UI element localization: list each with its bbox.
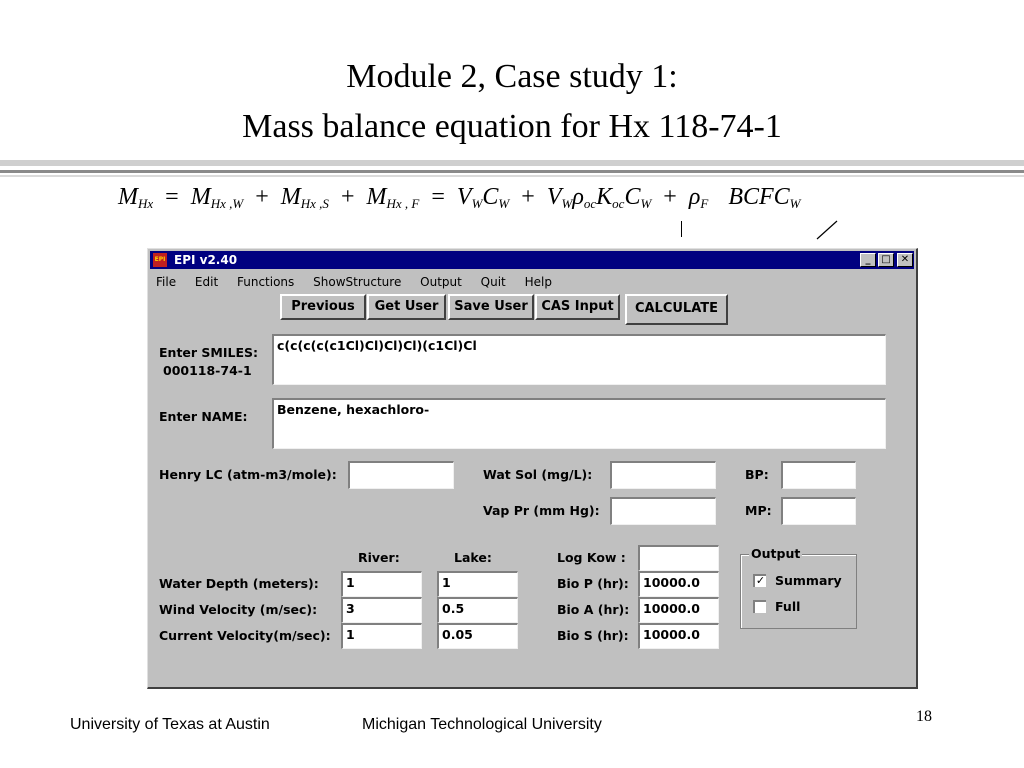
log-kow-input[interactable] (638, 545, 719, 571)
lake-water-depth-input[interactable]: 1 (437, 571, 518, 597)
bio-a-input[interactable]: 10000.0 (638, 597, 719, 623)
name-label: Enter NAME: (159, 409, 248, 424)
full-checkbox[interactable] (753, 600, 766, 613)
menu-quit[interactable]: Quit (480, 275, 506, 289)
window-title: EPI v2.40 (174, 253, 238, 267)
slide-title-line2: Mass balance equation for Hx 118-74-1 (242, 108, 782, 145)
footer-university-texas: University of Texas at Austin (70, 716, 270, 733)
output-group (740, 546, 857, 629)
vap-pr-input[interactable] (610, 497, 716, 525)
menu-showstructure[interactable]: ShowStructure (313, 275, 402, 289)
equation-slash-mark (815, 220, 839, 240)
cas-number: 000118-74-1 (163, 363, 252, 378)
bp-label: BP: (745, 467, 769, 482)
window-titlebar[interactable] (150, 251, 914, 269)
lake-current-velocity-input[interactable]: 0.05 (437, 623, 518, 649)
bio-p-label: Bio P (hr): (557, 576, 629, 591)
mass-balance-equation: $M_{Hx} = M_{Hx ,W} + M_{Hx ,S} + M_{Hx , F} = V_WC_W + V_W\rho_{oc}K_{oc}C_W + \rho_F$ $BCFC_W$ (118, 184, 801, 211)
save-user-button[interactable]: Save User (448, 294, 534, 320)
log-kow-label: Log Kow : (557, 550, 626, 565)
river-current-velocity-input[interactable]: 1 (341, 623, 422, 649)
menu-functions[interactable]: Functions (237, 275, 295, 289)
river-water-depth-input[interactable]: 1 (341, 571, 422, 597)
close-button[interactable]: ✕ (897, 253, 913, 267)
divider-top (0, 160, 1024, 166)
get-user-button[interactable]: Get User (367, 294, 446, 320)
slide-title (0, 52, 1024, 152)
epi-window (147, 248, 918, 689)
menu-help[interactable]: Help (524, 275, 552, 289)
wind-velocity-label: Wind Velocity (m/sec): (159, 602, 318, 617)
water-depth-label: Water Depth (meters): (159, 576, 319, 591)
full-label: Full (775, 599, 801, 614)
cas-input-button[interactable]: CAS Input (535, 294, 620, 320)
bio-a-label: Bio A (hr): (557, 602, 630, 617)
summary-checkbox[interactable]: ✓ (753, 574, 766, 587)
current-velocity-label: Current Velocity(m/sec): (159, 628, 331, 643)
menu-bar (156, 275, 567, 291)
bio-s-input[interactable]: 10000.0 (638, 623, 719, 649)
slide-title-line1: Module 2, Case study 1: (346, 58, 678, 95)
lake-wind-velocity-input[interactable]: 0.5 (437, 597, 518, 623)
epi-app-icon: EPI (153, 253, 167, 267)
calculate-button[interactable]: CALCULATE (625, 294, 728, 325)
menu-file[interactable]: File (156, 275, 177, 289)
bio-p-input[interactable]: 10000.0 (638, 571, 719, 597)
minimize-button[interactable]: _ (860, 253, 876, 267)
bio-s-label: Bio S (hr): (557, 628, 629, 643)
output-group-title: Output (751, 546, 801, 561)
smiles-label: Enter SMILES: (159, 345, 259, 360)
name-input[interactable]: Benzene, hexachloro- (272, 398, 886, 449)
river-header: River: (358, 550, 400, 565)
equation-tick-mark (681, 221, 682, 237)
page-number: 18 (916, 708, 932, 725)
lake-header: Lake: (454, 550, 492, 565)
footer-michigan-tech: Michigan Technological University (362, 716, 602, 733)
wat-sol-label: Wat Sol (mg/L): (483, 467, 593, 482)
divider-bottom (0, 175, 1024, 177)
summary-label: Summary (775, 573, 842, 588)
wat-sol-input[interactable] (610, 461, 716, 489)
menu-output[interactable]: Output (420, 275, 462, 289)
smiles-input[interactable]: c(c(c(c(c1Cl)Cl)Cl)Cl)(c1Cl)Cl (272, 334, 886, 385)
henry-lc-input[interactable] (348, 461, 454, 489)
henry-lc-label: Henry LC (atm-m3/mole): (159, 467, 337, 482)
bp-input[interactable] (781, 461, 856, 489)
previous-button[interactable]: Previous (280, 294, 366, 320)
divider-middle (0, 170, 1024, 173)
menu-edit[interactable]: Edit (194, 275, 219, 289)
river-wind-velocity-input[interactable]: 3 (341, 597, 422, 623)
mp-label: MP: (745, 503, 772, 518)
mp-input[interactable] (781, 497, 856, 525)
vap-pr-label: Vap Pr (mm Hg): (483, 503, 600, 518)
maximize-button[interactable]: □ (878, 253, 894, 267)
